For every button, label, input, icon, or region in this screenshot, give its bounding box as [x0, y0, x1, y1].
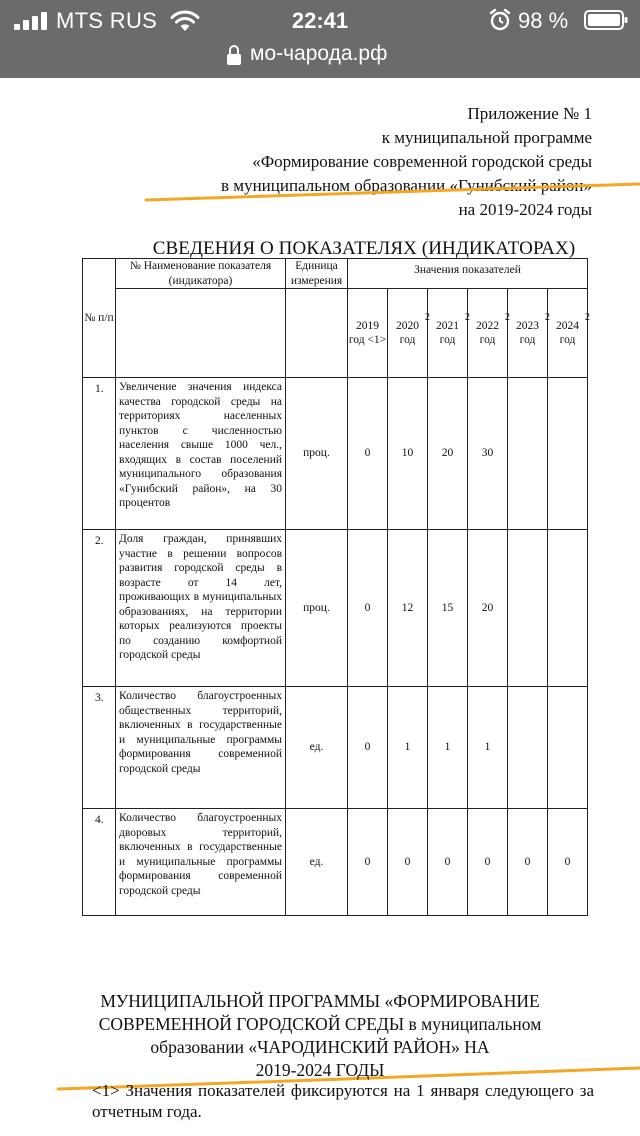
alarm-icon: [488, 8, 512, 32]
row-unit: проц.: [286, 530, 348, 687]
row-value: 20: [428, 378, 468, 530]
row-value: 0: [348, 530, 388, 687]
row-num: 2.: [83, 530, 116, 687]
browser-chrome: [0, 0, 640, 78]
row-value: [508, 687, 548, 809]
row-value: 0: [508, 809, 548, 916]
table-row: [83, 809, 588, 916]
row-value: 0: [428, 809, 468, 916]
year-header: 2022 год 2: [468, 289, 508, 378]
row-value: 1: [468, 687, 508, 809]
header-blank: [116, 289, 286, 378]
program-title: [60, 990, 580, 1082]
row-value: [508, 530, 548, 687]
year-header: 2023 год 2: [508, 289, 548, 378]
header-unit: Единица измерения: [286, 259, 348, 289]
program-title-line: МУНИЦИПАЛЬНОЙ ПРОГРАММЫ «ФОРМИРОВАНИЕ: [100, 991, 540, 1011]
row-value: 30: [468, 378, 508, 530]
year-mark: 2: [585, 312, 590, 323]
program-title-line: образовании «ЧАРОДИНСКИЙ РАЙОН» НА: [150, 1037, 490, 1057]
table-row: [83, 530, 588, 687]
year-mark: 2: [425, 312, 430, 323]
document-title: СВЕДЕНИЯ О ПОКАЗАТЕЛЯХ (ИНДИКАТОРАХ): [152, 238, 576, 259]
table-row: [83, 687, 588, 809]
row-value: 0: [548, 809, 588, 916]
row-value: 0: [348, 378, 388, 530]
appendix-line: в муниципальном образовании «Гунибский район»: [221, 176, 592, 195]
row-name: Доля граждан, принявших участие в решении вопросов развития городской среды в возрасте от 14 лет, проживающих в муниципальных образованиях, на территории которых реализуются проекты по созданию комфортной городской среды: [116, 530, 286, 687]
appendix-line: «Формирование современной городской среды: [252, 152, 592, 171]
row-value: [548, 530, 588, 687]
year-mark: 2: [545, 312, 550, 323]
year-mark: 2: [505, 312, 510, 323]
program-title-line: СОВРЕМЕННОЙ ГОРОДСКОЙ СРЕДЫ в муниципальном: [98, 1014, 542, 1034]
row-value: [548, 378, 588, 530]
row-value: 0: [388, 809, 428, 916]
row-num: 3.: [83, 687, 116, 809]
appendix-header: [221, 102, 592, 222]
row-unit: проц.: [286, 378, 348, 530]
row-name: Количество благоустроенных общественных территорий, включенных в государственные и муниципальные программы формирования современной городской среды: [116, 687, 286, 809]
header-num: № п/п: [83, 259, 116, 378]
header-values: Значения показателей: [348, 259, 588, 289]
appendix-line: к муниципальной программе: [381, 128, 592, 147]
document-page: [0, 78, 640, 1136]
footnote: <1> Значения показателей фиксируются на 1 января следующего за отчетным года.: [92, 1081, 594, 1121]
url-text[interactable]: мо-чарода.рф: [250, 42, 388, 65]
battery-icon: [584, 10, 628, 30]
lock-icon: [226, 44, 242, 66]
appendix-line: на 2019-2024 годы: [458, 200, 592, 219]
row-num: 1.: [83, 378, 116, 530]
program-title-line: 2019-2024 ГОДЫ: [255, 1060, 385, 1080]
status-bar: [0, 0, 640, 40]
row-num: 4.: [83, 809, 116, 916]
row-value: 0: [348, 687, 388, 809]
row-value: [548, 687, 588, 809]
row-value: 1: [428, 687, 468, 809]
row-value: 20: [468, 530, 508, 687]
row-value: 0: [348, 809, 388, 916]
year-mark: 2: [465, 312, 470, 323]
clock-time: 22:41: [291, 8, 349, 33]
year-header: 2021 год 2: [428, 289, 468, 378]
row-value: 10: [388, 378, 428, 530]
row-unit: ед.: [286, 687, 348, 809]
row-name: Количество благоустроенных дворовых территорий, включенных в государственные и муниципальные программы формирования современной городской среды: [116, 809, 286, 916]
row-unit: ед.: [286, 809, 348, 916]
row-value: 15: [428, 530, 468, 687]
battery-percent: 98 %: [518, 8, 569, 33]
carrier-name: MTS RUS: [56, 8, 158, 33]
indicators-table: [82, 258, 588, 916]
header-name: № Наименование показателя (индикатора): [116, 259, 286, 289]
appendix-line: Приложение № 1: [467, 104, 592, 123]
header-blank: [286, 289, 348, 378]
row-value: 1: [388, 687, 428, 809]
row-name: Увеличение значения индекса качества городской среды на территориях населенных пунктов с численностью населения свыше 1000 чел., входящих в состав поселений муниципального образования «Гунибский район», на 30 процентов: [116, 378, 286, 530]
address-bar[interactable]: [0, 40, 640, 78]
year-header: 2019 год <1>: [348, 289, 388, 378]
row-value: 0: [468, 809, 508, 916]
row-value: 12: [388, 530, 428, 687]
year-header: 2024 год 2: [548, 289, 588, 378]
row-value: [508, 378, 548, 530]
table-row: [83, 378, 588, 530]
year-header: 2020 год 2: [388, 289, 428, 378]
